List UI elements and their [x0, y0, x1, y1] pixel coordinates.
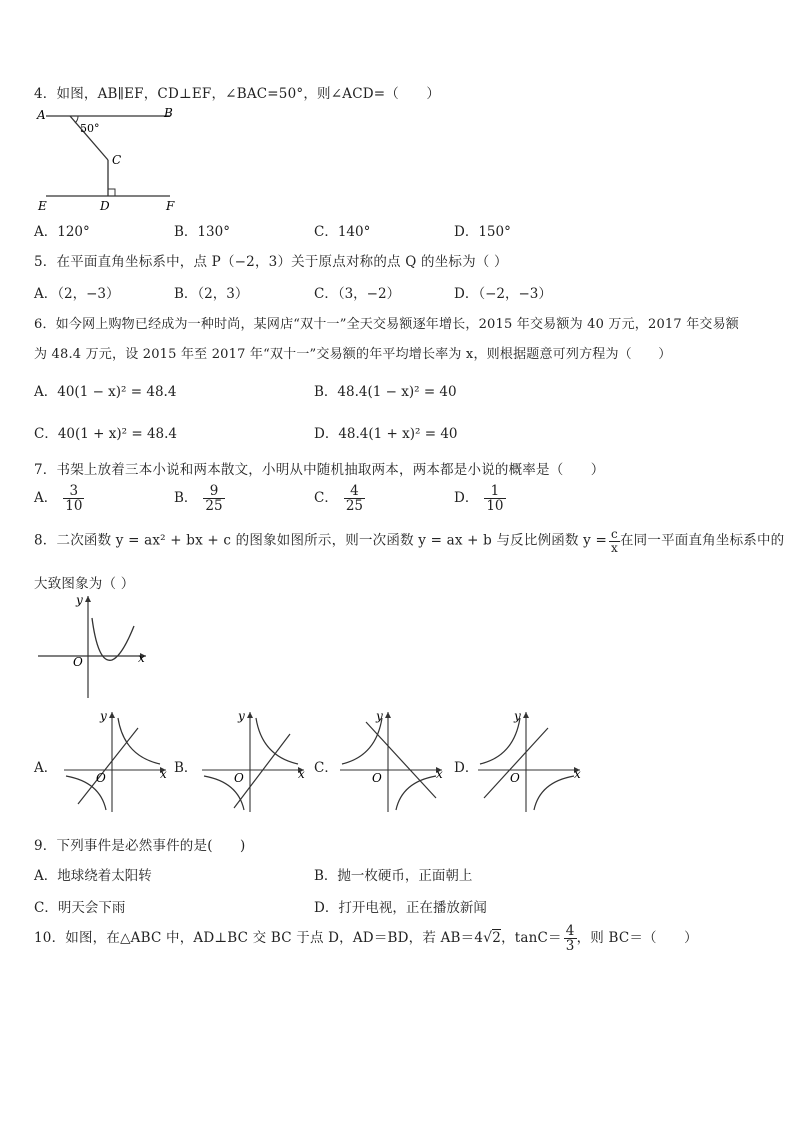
q6-stem-line2: 为 48.4 万元，设 2015 年至 2017 年“双十一”交易额的年平均增长率为 x，则根据题意可列方程为（ ）: [34, 347, 672, 362]
q8-option-c-label: C．: [314, 760, 338, 776]
svg-text:x: x: [160, 767, 167, 781]
q8-option-b-label: B．: [174, 760, 198, 776]
q10-stem: 10．如图，在△ABC 中，AD⊥BC 交 BC 于点 D，AD＝BD，若 AB＝4√2，tanC＝ $\frac{4}{3}$ ，则 BC＝（ ）: [34, 923, 698, 955]
q6-option-b: B．48.4(1 − x)² = 40: [314, 384, 457, 400]
q4-option-c: C．140°: [314, 224, 371, 240]
q5-option-c: C．（3，−2）: [314, 286, 401, 302]
q8-option-a-label: A．: [34, 760, 58, 776]
q5-option-a: A．（2，−3）: [34, 286, 120, 302]
q4-option-b: B．130°: [174, 224, 230, 240]
q5-option-d: D．（−2，−3）: [454, 286, 552, 302]
q5-stem: 5．在平面直角坐标系中，点 P（−2，3）关于原点对称的点 Q 的坐标为（ ）: [34, 254, 508, 270]
q8-graph-b: [198, 706, 310, 814]
sqrt-symbol: √: [483, 930, 493, 947]
svg-text:y: y: [376, 709, 383, 723]
right-angle-mark: [108, 189, 115, 196]
q8-graph-d: [474, 706, 586, 814]
q8-option-d-label: D．: [454, 760, 479, 776]
q6-option-a: A．40(1 − x)² = 48.4: [34, 384, 177, 400]
svg-text:O: O: [510, 771, 520, 785]
label-e: E: [38, 199, 47, 213]
q4-option-d: D．150°: [454, 224, 511, 240]
svg-text:O: O: [372, 771, 382, 785]
q4-figure: [34, 104, 184, 214]
svg-text:y: y: [100, 709, 107, 723]
q9-stem: 9．下列事件是必然事件的是( ): [34, 838, 246, 854]
q7-option-c: C． $\frac{4}{25}$: [314, 483, 364, 515]
angle-label: 50°: [80, 122, 100, 135]
svg-text:x: x: [574, 767, 581, 781]
q5-option-b: B．（2，3）: [174, 286, 249, 302]
q7-option-a: A． $\frac{3}{10}$: [34, 483, 83, 515]
q7-option-b: B． $\frac{9}{25}$: [174, 483, 223, 515]
q8-graph-c: [336, 706, 448, 814]
label-b: B: [164, 106, 173, 120]
q9-option-c: C．明天会下雨: [34, 900, 126, 916]
q4-option-a: A．120°: [34, 224, 90, 240]
q9-option-b: B．抛一枚硬币，正面朝上: [314, 868, 473, 884]
q8-stem-line2: 大致图象为（ ）: [34, 576, 135, 592]
svg-text:O: O: [234, 771, 244, 785]
label-a: A: [37, 108, 46, 122]
label-f: F: [166, 199, 175, 213]
q6-stem-line1: 6．如今网上购物已经成为一种时尚，某网店“双十一”全天交易额逐年增长，2015 年交易额为 40 万元，2017 年交易额: [34, 317, 740, 332]
q6-option-c: C．40(1 + x)² = 48.4: [34, 426, 178, 442]
q8-parabola-figure: [34, 592, 154, 702]
q8-graph-a: [60, 706, 172, 814]
label-d: D: [100, 199, 110, 213]
svg-text:x: x: [298, 767, 305, 781]
svg-text:O: O: [73, 655, 83, 669]
q7-stem: 7．书架上放着三本小说和两本散文，小明从中随机抽取两本，两本都是小说的概率是（ ）: [34, 462, 605, 478]
svg-text:y: y: [238, 709, 245, 723]
svg-text:O: O: [96, 771, 106, 785]
q4-stem: 4．如图，AB∥EF，CD⊥EF，∠BAC=50°，则∠ACD=（ ）: [34, 86, 441, 102]
label-c: C: [112, 153, 122, 167]
q8-stem-line1: 8．二次函数 y = ax² + bx + c 的图象如图所示，则一次函数 y = ax + b 与反比例函数 y = $\frac{c}{x}$ 在同一平面直角坐标系中的: [34, 527, 785, 555]
svg-text:y: y: [76, 593, 83, 607]
q9-option-d: D．打开电视，正在播放新闻: [314, 900, 487, 916]
q7-option-d: D． $\frac{1}{10}$: [454, 483, 504, 515]
svg-text:x: x: [138, 651, 145, 665]
svg-text:y: y: [514, 709, 521, 723]
q6-option-d: D．48.4(1 + x)² = 40: [314, 426, 458, 442]
svg-text:x: x: [436, 767, 443, 781]
q9-option-a: A．地球绕着太阳转: [34, 868, 152, 884]
